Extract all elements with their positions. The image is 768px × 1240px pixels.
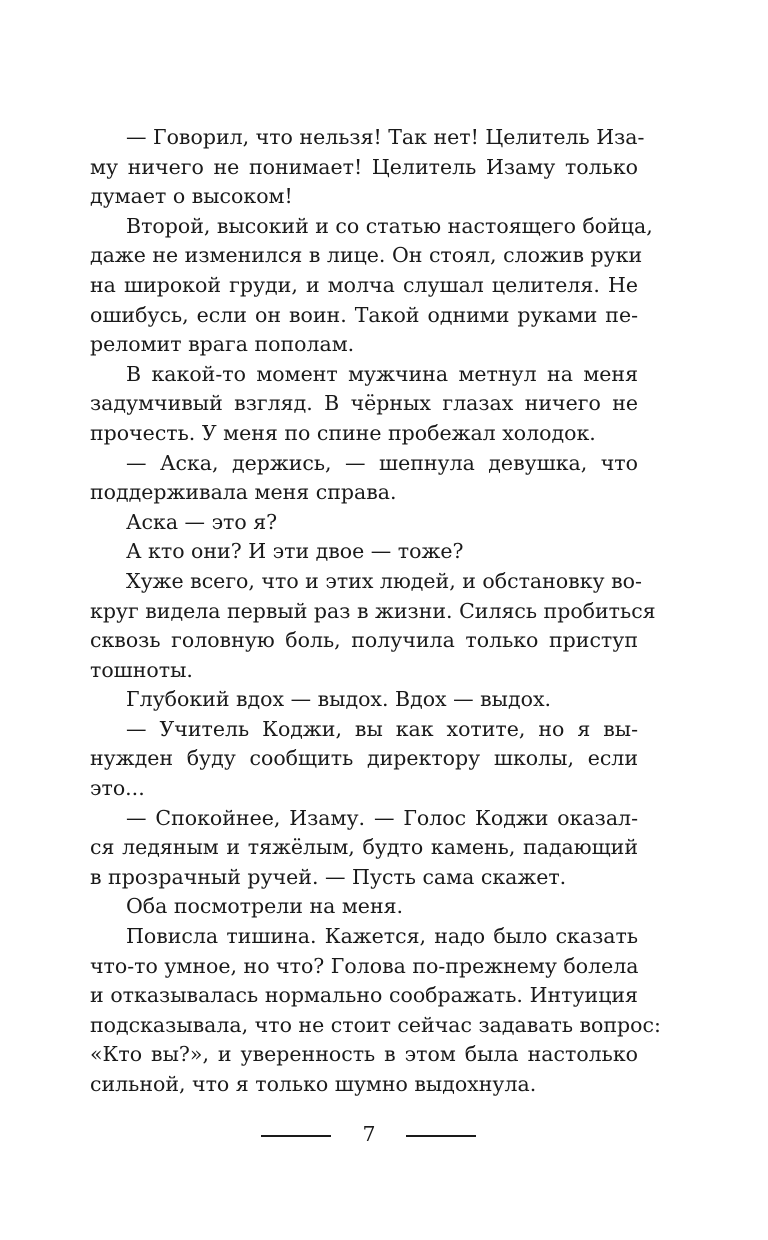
text-line: му ничего не понимает! Целитель Изаму только: [90, 154, 638, 179]
text-line: и отказывалась нормально соображать. Интуиция: [90, 983, 638, 1008]
text-line: прочесть. У меня по спине пробежал холодок.: [90, 420, 596, 445]
text-line: «Кто вы?», и уверенность в этом была настолько: [90, 1042, 638, 1067]
paragraph: [90, 449, 638, 508]
paragraph: [90, 537, 638, 567]
paragraph: [90, 804, 638, 893]
text-line: Второй, высокий и со статью настоящего бойца,: [126, 213, 653, 238]
text-line: даже не изменился в лице. Он стоял, сложив руки: [90, 243, 643, 268]
body-text: [90, 123, 661, 1100]
text-line: сильной, что я только шумно выдохнула.: [90, 1072, 537, 1096]
paragraph: [90, 567, 656, 685]
text-line: Аска — это я?: [126, 509, 278, 534]
paragraph: [90, 922, 661, 1100]
text-line: — Спокойнее, Изаму. — Голос Коджи оказал-: [126, 805, 638, 830]
text-line: Глубокий вдох — выдох. Вдох — выдох.: [126, 687, 552, 712]
paragraph: [90, 123, 645, 212]
text-line: — Аска, держись, — шепнула девушка, что: [126, 450, 638, 475]
text-line: Хуже всего, что и этих людей, и обстановку во-: [126, 568, 642, 593]
text-line: Повисла тишина. Кажется, надо было сказать: [126, 924, 638, 949]
text-line: ся ледяным и тяжёлым, будто камень, падающий: [90, 835, 638, 860]
folio-rule-left: [261, 1135, 331, 1137]
paragraph: [90, 892, 638, 922]
text-line: думает о высоком!: [90, 184, 293, 209]
folio: [0, 1119, 768, 1149]
text-line: задумчивый взгляд. В чёрных глазах ничего не: [90, 391, 638, 416]
text-line: поддерживала меня справа.: [90, 480, 397, 505]
paragraph: [90, 508, 638, 538]
folio-rule-right: [406, 1135, 476, 1137]
text-line: тошноты.: [90, 657, 193, 682]
paragraph: [90, 212, 653, 360]
text-line: в прозрачный ручей. — Пусть сама скажет.: [90, 864, 567, 889]
text-line: Оба посмотрели на меня.: [126, 894, 404, 919]
text-line: сквозь головную боль, получила только приступ: [90, 628, 638, 653]
text-line: нужден буду сообщить директору школы, если: [90, 746, 638, 771]
text-line: — Учитель Коджи, вы как хотите, но я вы-: [126, 716, 638, 741]
text-line: ошибусь, если он воин. Такой одними руками пе-: [90, 302, 638, 327]
text-line: на широкой груди, и молча слушал целителя. Не: [90, 272, 638, 297]
text-line: круг видела первый раз в жизни. Силясь пробиться: [90, 598, 656, 623]
text-line: реломит врага пополам.: [90, 332, 355, 357]
paragraph: [90, 715, 638, 804]
paragraph: [90, 360, 638, 449]
paragraph: [90, 685, 638, 715]
text-line: — Говорил, что нельзя! Так нет! Целитель Иза-: [126, 125, 645, 149]
text-line: подсказывала, что не стоит сейчас задавать вопрос:: [90, 1012, 661, 1037]
text-line: что-то умное, но что? Голова по-прежнему болела: [90, 953, 639, 978]
text-line: это...: [90, 776, 145, 801]
text-line: А кто они? И эти двое — тоже?: [126, 539, 464, 564]
page-number: 7: [362, 1122, 376, 1146]
text-line: В какой-то момент мужчина метнул на меня: [126, 361, 638, 386]
